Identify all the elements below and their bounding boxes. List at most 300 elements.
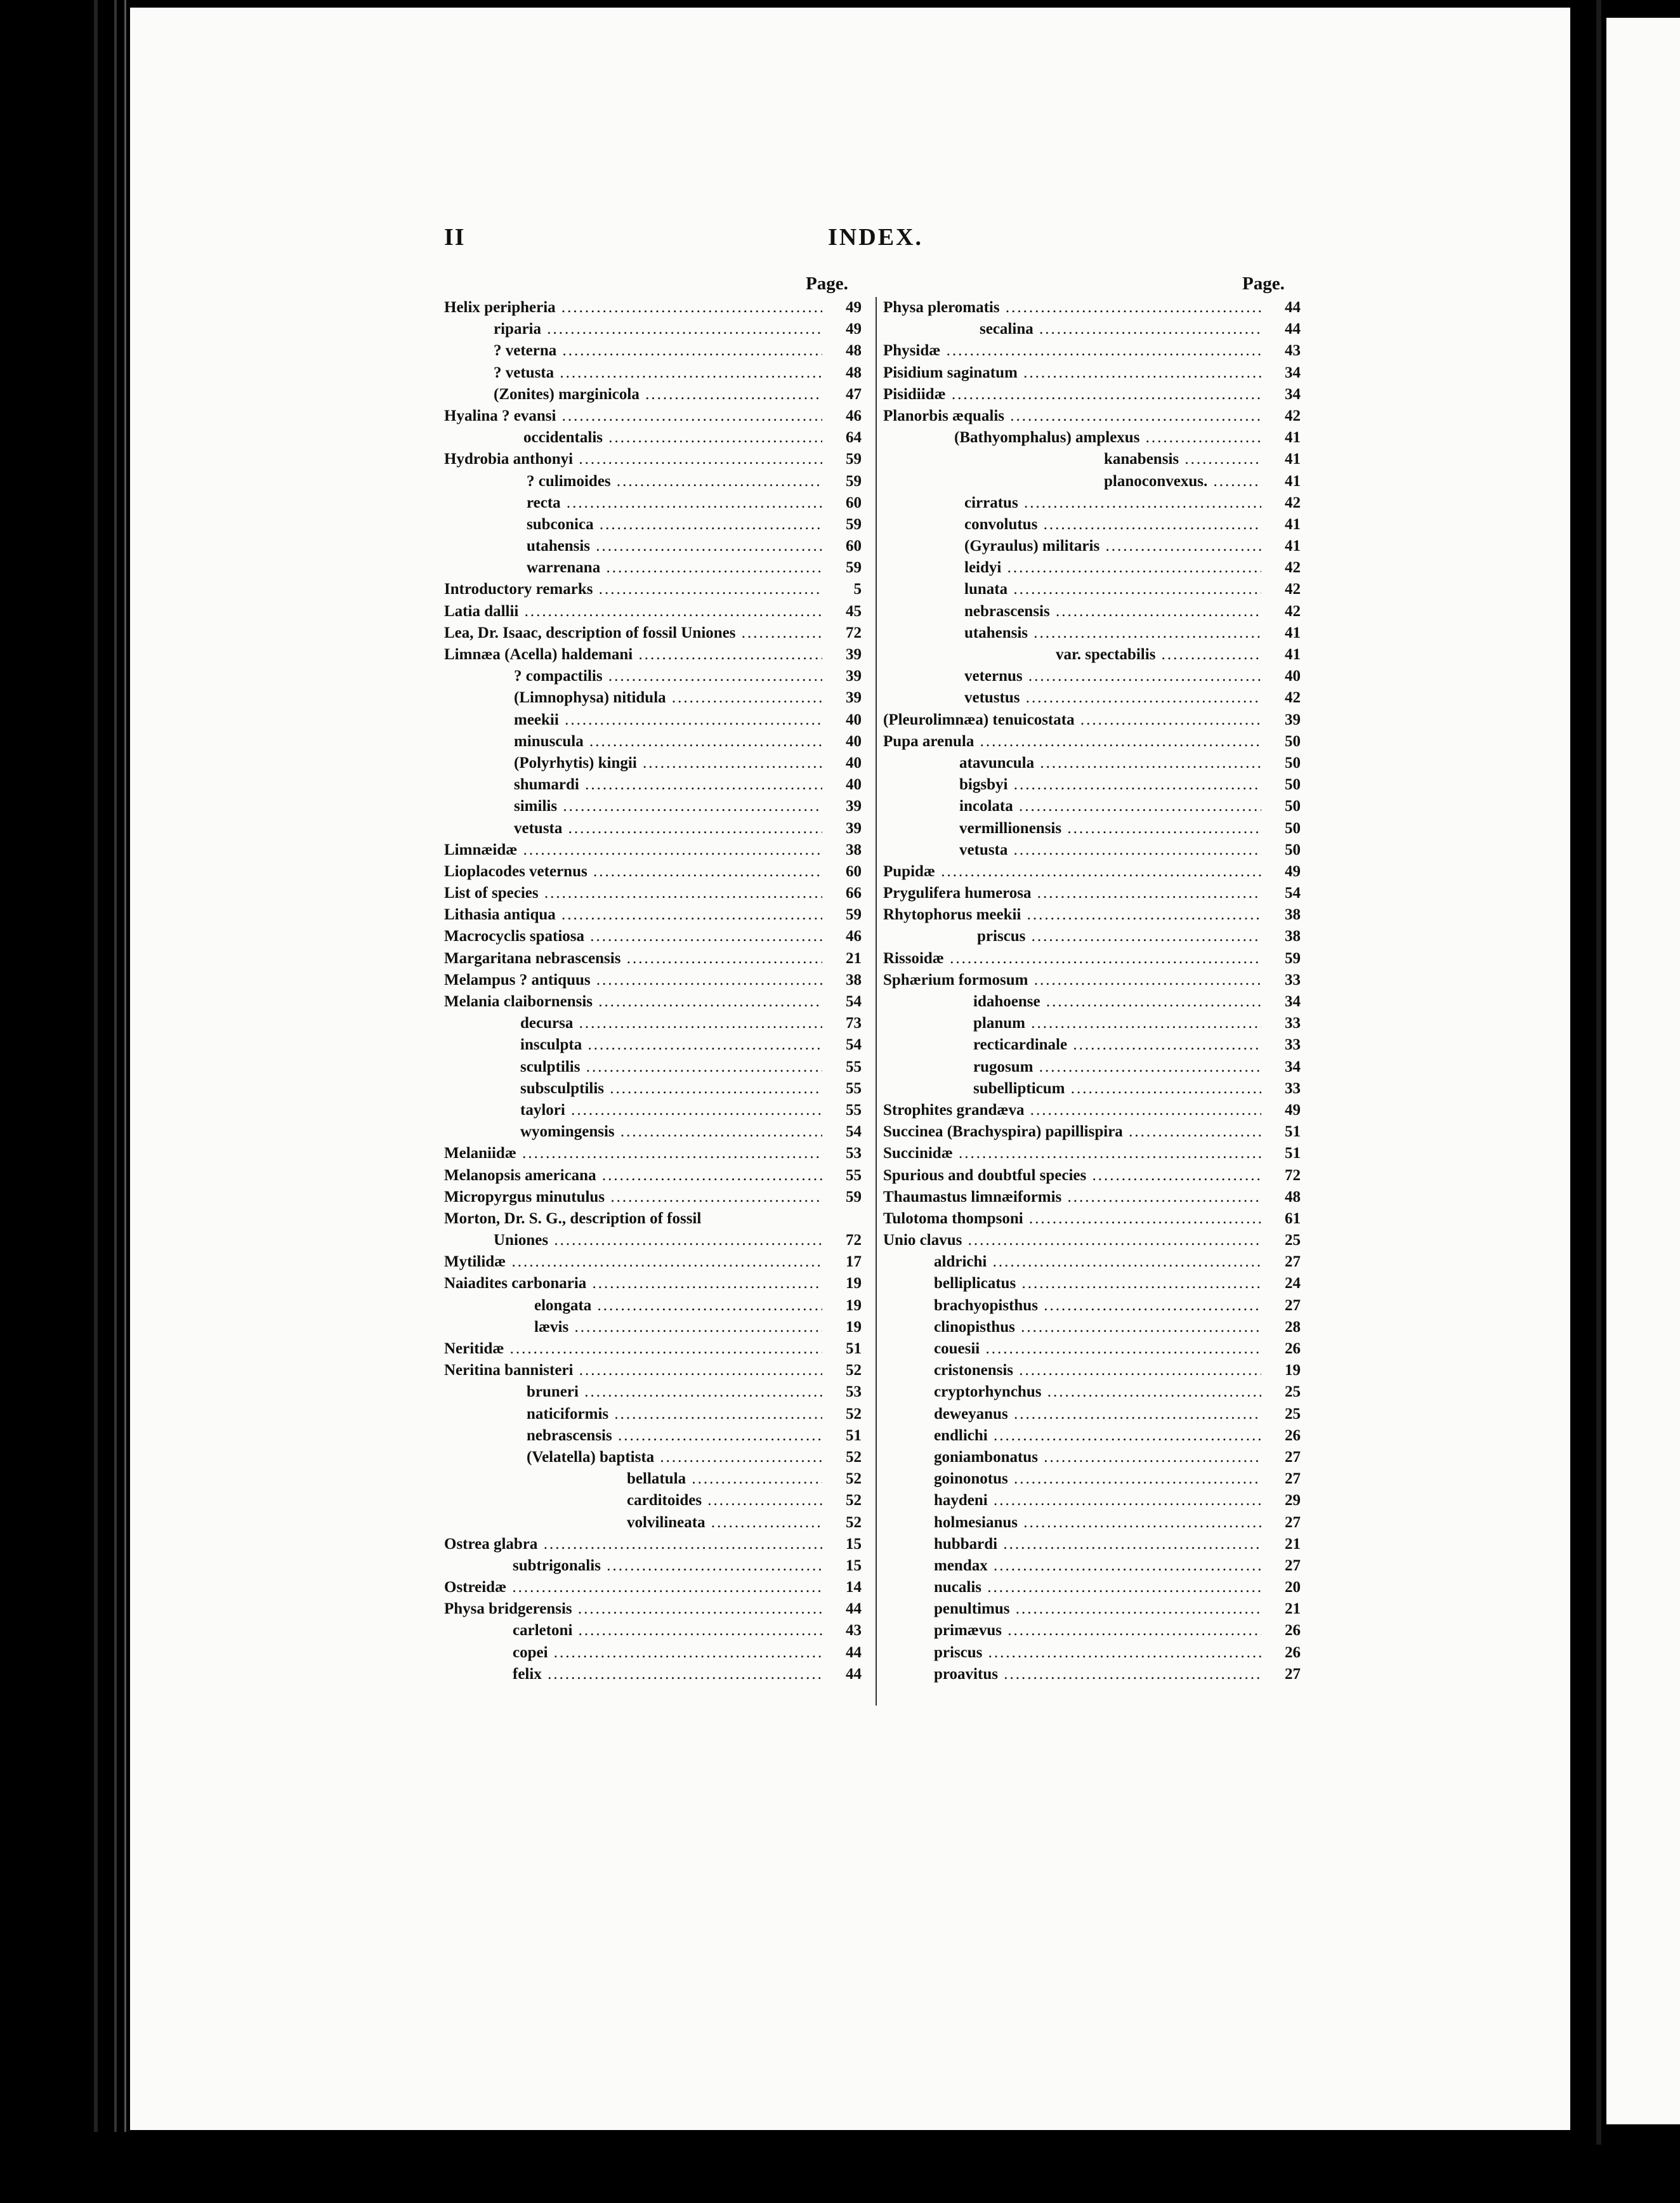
index-page-number: 51 xyxy=(1285,1145,1301,1162)
index-term: incolata ..... xyxy=(959,796,1261,817)
index-term: minuscula ..... xyxy=(514,731,822,753)
index-page-number: 42 xyxy=(1285,689,1301,707)
index-page-number: 34 xyxy=(1285,385,1301,403)
index-entry xyxy=(883,384,1301,405)
index-page-number: 59 xyxy=(846,472,862,490)
index-page-number: 54 xyxy=(846,1123,862,1141)
index-term: couesii ..... xyxy=(934,1338,1261,1360)
index-entry xyxy=(444,1664,862,1685)
index-column-right xyxy=(883,297,1301,1685)
index-term: Physidæ ..... xyxy=(883,340,1261,362)
index-entry xyxy=(883,427,1301,449)
index-entry xyxy=(883,1143,1301,1164)
index-term: rugosum ..... xyxy=(973,1056,1261,1078)
index-entry xyxy=(883,1642,1301,1664)
index-page-number: 44 xyxy=(846,1600,862,1618)
index-page-number: 44 xyxy=(846,1665,862,1683)
index-entry xyxy=(444,557,862,579)
index-entry xyxy=(444,1490,862,1511)
index-term: priscus ..... xyxy=(977,926,1261,947)
index-entry xyxy=(444,492,862,514)
index-entry xyxy=(444,1360,862,1381)
index-page-number: 33 xyxy=(1285,1079,1301,1097)
index-entry xyxy=(444,883,862,904)
index-page-number: 52 xyxy=(846,1448,862,1466)
index-term: recticardinale ..... xyxy=(973,1034,1261,1056)
index-entry xyxy=(883,1208,1301,1230)
index-entry xyxy=(444,1404,862,1425)
index-term: priscus ..... xyxy=(934,1642,1261,1664)
index-entry xyxy=(883,1381,1301,1403)
index-entry xyxy=(883,774,1301,796)
index-page-number: 21 xyxy=(846,949,862,967)
index-term: penultimus ..... xyxy=(934,1598,1261,1620)
index-page-number: 44 xyxy=(846,1643,862,1661)
index-entry xyxy=(883,536,1301,557)
index-entry xyxy=(883,1251,1301,1273)
index-entry xyxy=(444,1642,862,1664)
index-entry xyxy=(883,753,1301,774)
index-term: bruneri ..... xyxy=(527,1381,822,1403)
index-entry xyxy=(444,1468,862,1490)
index-entry xyxy=(444,384,862,405)
index-page-number: 60 xyxy=(846,862,862,880)
index-page-number: 27 xyxy=(1285,1296,1301,1314)
index-term: (Pleurolimnæa) tenuicostata ..... xyxy=(883,709,1261,731)
index-page-number: 52 xyxy=(846,1513,862,1531)
index-term: subsculptilis ..... xyxy=(520,1078,822,1100)
index-page-number: 52 xyxy=(846,1470,862,1488)
index-term: carletoni ..... xyxy=(513,1620,822,1641)
index-term: (Zonites) marginicola ..... xyxy=(494,384,822,405)
index-entry xyxy=(883,1425,1301,1447)
index-entry xyxy=(883,948,1301,970)
index-entry xyxy=(883,449,1301,470)
index-page-number: 21 xyxy=(1285,1600,1301,1618)
index-term: Ostrea glabra ..... xyxy=(444,1534,822,1555)
index-page-number: 55 xyxy=(846,1079,862,1097)
index-term: haydeni ..... xyxy=(934,1490,1261,1511)
index-page-number: 28 xyxy=(1285,1318,1301,1336)
index-entry xyxy=(444,666,862,687)
index-page-number: 51 xyxy=(846,1340,862,1357)
index-page-number: 41 xyxy=(1285,472,1301,490)
index-page-number: 59 xyxy=(846,559,862,577)
index-entry xyxy=(883,1598,1301,1620)
index-term: Planorbis æqualis ..... xyxy=(883,405,1261,427)
index-page-number: 50 xyxy=(1285,732,1301,750)
index-entry xyxy=(444,1034,862,1056)
index-term: goniambonatus ..... xyxy=(934,1447,1261,1468)
index-term: proavitus ..... xyxy=(934,1664,1261,1685)
index-entry xyxy=(883,1664,1301,1685)
index-entry xyxy=(444,340,862,362)
index-entry xyxy=(444,861,862,883)
index-term: Hydrobia anthonyi ..... xyxy=(444,449,822,470)
index-term: subconica ..... xyxy=(527,514,822,536)
index-term: bellatula ..... xyxy=(627,1468,822,1490)
index-term: wyomingensis ..... xyxy=(520,1121,822,1143)
index-page-number: 72 xyxy=(846,1232,862,1249)
index-page-number: 50 xyxy=(1285,798,1301,815)
index-entry xyxy=(883,1230,1301,1251)
index-page-number: 52 xyxy=(846,1405,862,1423)
index-page-number: 55 xyxy=(846,1058,862,1075)
index-page-number: 55 xyxy=(846,1101,862,1119)
index-page-number: 44 xyxy=(1285,299,1301,316)
index-term: goinonotus ..... xyxy=(934,1468,1261,1490)
index-page-number: 38 xyxy=(846,841,862,858)
index-term: vetusta ..... xyxy=(514,818,822,839)
index-term: Hyalina ? evansi ..... xyxy=(444,405,822,427)
index-entry xyxy=(883,601,1301,622)
index-term: nebrascensis ..... xyxy=(527,1425,822,1447)
index-page-number: 45 xyxy=(846,602,862,620)
index-term: decursa ..... xyxy=(520,1013,822,1034)
index-term: naticiformis ..... xyxy=(527,1404,822,1425)
index-entry xyxy=(883,1620,1301,1641)
index-page-number: 26 xyxy=(1285,1643,1301,1661)
index-term: copei ..... xyxy=(513,1642,822,1664)
index-entry xyxy=(444,1078,862,1100)
index-page-number: 49 xyxy=(846,299,862,316)
index-page-number: 55 xyxy=(846,1166,862,1184)
index-entry xyxy=(883,991,1301,1013)
index-entry xyxy=(444,948,862,970)
index-entry xyxy=(883,1121,1301,1143)
index-term: planum ..... xyxy=(973,1013,1261,1034)
index-term: Strophites grandæva ..... xyxy=(883,1100,1261,1121)
index-term: Melanopsis americana ..... xyxy=(444,1165,822,1187)
index-term: Ostreidæ ..... xyxy=(444,1577,822,1598)
index-entry xyxy=(883,818,1301,839)
index-term: brachyopisthus ..... xyxy=(934,1295,1261,1317)
index-term: riparia ..... xyxy=(494,319,822,340)
index-term: sculptilis ..... xyxy=(520,1056,822,1078)
index-term: Succinidæ ..... xyxy=(883,1143,1261,1164)
index-term: Melaniidæ ..... xyxy=(444,1143,822,1164)
index-page-number: 19 xyxy=(846,1296,862,1314)
page-title: INDEX. xyxy=(828,224,923,251)
index-page-number: 19 xyxy=(846,1275,862,1292)
index-term: insculpta ..... xyxy=(520,1034,822,1056)
index-entry xyxy=(883,340,1301,362)
index-page-number: 42 xyxy=(1285,581,1301,598)
index-page-number: 40 xyxy=(846,776,862,794)
index-entry xyxy=(444,1187,862,1208)
index-term: clinopisthus ..... xyxy=(934,1317,1261,1338)
index-entry xyxy=(444,644,862,666)
index-entry xyxy=(444,1273,862,1294)
index-page-number: 48 xyxy=(846,342,862,360)
index-entry xyxy=(444,449,862,470)
index-page-number: 59 xyxy=(846,515,862,533)
index-page-number: 38 xyxy=(1285,928,1301,945)
index-term: hubbardi ..... xyxy=(934,1534,1261,1555)
index-entry xyxy=(883,1404,1301,1425)
index-term: elongata ..... xyxy=(534,1295,822,1317)
index-entry xyxy=(444,536,862,557)
index-term: shumardi ..... xyxy=(514,774,822,796)
index-term: leidyi ..... xyxy=(964,557,1261,579)
index-term: Rissoidæ ..... xyxy=(883,948,1261,970)
index-page-number: 49 xyxy=(846,320,862,338)
index-entry xyxy=(883,1512,1301,1534)
index-page-number: 15 xyxy=(846,1556,862,1574)
index-entry xyxy=(883,297,1301,319)
index-page-number: 39 xyxy=(846,689,862,707)
index-entry xyxy=(883,492,1301,514)
index-page-number: 41 xyxy=(1285,450,1301,468)
index-page-number: 14 xyxy=(846,1579,862,1596)
index-term: Lithasia antiqua ..... xyxy=(444,904,822,926)
index-term: Margaritana nebrascensis ..... xyxy=(444,948,822,970)
index-term: endlichi ..... xyxy=(934,1425,1261,1447)
index-page-number: 15 xyxy=(846,1535,862,1553)
index-entry xyxy=(883,883,1301,904)
index-entry xyxy=(883,796,1301,817)
index-term: Latia dallii ..... xyxy=(444,601,822,622)
index-term: Spurious and doubtful species ..... xyxy=(883,1165,1261,1187)
index-term: Morton, Dr. S. G., description of fossil xyxy=(444,1209,702,1227)
index-page-number: 72 xyxy=(1285,1166,1301,1184)
index-page-number: 50 xyxy=(1285,754,1301,772)
index-page-number: 27 xyxy=(1285,1253,1301,1271)
index-term: Uniones ..... xyxy=(494,1230,822,1251)
index-page-number: 50 xyxy=(1285,841,1301,858)
index-entry xyxy=(883,970,1301,991)
index-entry xyxy=(444,1165,862,1187)
index-entry xyxy=(883,514,1301,536)
index-entry xyxy=(883,1013,1301,1034)
index-entry xyxy=(444,709,862,731)
index-entry xyxy=(883,926,1301,947)
index-page-number: 33 xyxy=(1285,1036,1301,1054)
index-page-number: 27 xyxy=(1285,1665,1301,1683)
index-term: kanabensis ..... xyxy=(1104,449,1261,470)
index-page-number: 51 xyxy=(846,1426,862,1444)
index-term: Lioplacodes veternus ..... xyxy=(444,861,822,883)
index-page-number: 19 xyxy=(1285,1362,1301,1379)
facing-page-edge-rule xyxy=(1596,0,1601,2145)
index-term: warrenana ..... xyxy=(527,557,822,579)
index-term: taylori ..... xyxy=(520,1100,822,1121)
index-term: veternus ..... xyxy=(964,666,1261,687)
index-entry xyxy=(883,1034,1301,1056)
index-entry xyxy=(883,1534,1301,1555)
index-term: lævis ..... xyxy=(534,1317,822,1338)
index-page-number: 38 xyxy=(1285,906,1301,924)
index-page-number: 40 xyxy=(1285,667,1301,685)
index-entry xyxy=(444,1230,862,1251)
index-entry xyxy=(444,1143,862,1164)
index-page-number: 26 xyxy=(1285,1622,1301,1640)
index-page-number: 64 xyxy=(846,429,862,447)
index-page-number: 41 xyxy=(1285,646,1301,663)
index-page-number: 46 xyxy=(846,407,862,424)
index-entry xyxy=(883,1056,1301,1078)
index-page-number: 34 xyxy=(1285,993,1301,1010)
index-entry xyxy=(444,1251,862,1273)
index-page-number: 41 xyxy=(1285,624,1301,641)
index-term: ? vetusta ..... xyxy=(494,362,822,384)
index-entry xyxy=(444,427,862,449)
index-page-number: 5 xyxy=(853,581,862,598)
index-term: felix ..... xyxy=(513,1664,822,1685)
index-term: Naiadites carbonaria ..... xyxy=(444,1273,822,1294)
index-entry xyxy=(883,1317,1301,1338)
index-entry xyxy=(444,1013,862,1034)
index-term: Introductory remarks ..... xyxy=(444,579,822,600)
index-entry xyxy=(883,839,1301,861)
index-entry xyxy=(444,1295,862,1317)
index-entry xyxy=(883,904,1301,926)
index-entry xyxy=(883,1577,1301,1598)
index-entry xyxy=(444,1338,862,1360)
index-page-number: 40 xyxy=(846,732,862,750)
index-entry xyxy=(883,557,1301,579)
index-page-number: 54 xyxy=(1285,884,1301,902)
index-page-number: 27 xyxy=(1285,1513,1301,1531)
index-page-number: 49 xyxy=(1285,1101,1301,1119)
index-term: meekii ..... xyxy=(514,709,822,731)
index-term: vetusta ..... xyxy=(959,839,1261,861)
facing-page-sliver xyxy=(1606,18,1680,2124)
index-term: planoconvexus. ..... xyxy=(1104,471,1261,492)
index-entry xyxy=(883,1468,1301,1490)
index-entry xyxy=(444,319,862,340)
index-page-number: 42 xyxy=(1285,602,1301,620)
index-page-number: 44 xyxy=(1285,320,1301,338)
index-term: cristonensis ..... xyxy=(934,1360,1261,1381)
index-page-number: 39 xyxy=(846,819,862,837)
index-page-number: 60 xyxy=(846,537,862,555)
index-entry xyxy=(444,1447,862,1468)
index-entry xyxy=(883,319,1301,340)
index-entry xyxy=(444,1317,862,1338)
index-entry xyxy=(444,991,862,1013)
index-entry xyxy=(883,709,1301,731)
index-page-number: 48 xyxy=(1285,1188,1301,1206)
index-entry xyxy=(444,579,862,600)
index-entry xyxy=(883,1187,1301,1208)
index-entry xyxy=(444,601,862,622)
index-page-number: 42 xyxy=(1285,407,1301,424)
index-term: subtrigonalis ..... xyxy=(513,1555,822,1577)
index-page-number: 41 xyxy=(1285,429,1301,447)
index-page-number: 24 xyxy=(1285,1275,1301,1292)
index-entry xyxy=(883,687,1301,709)
index-entry xyxy=(444,753,862,774)
index-entry xyxy=(883,579,1301,600)
index-term: convolutus ..... xyxy=(964,514,1261,536)
index-entry xyxy=(883,666,1301,687)
index-entry xyxy=(444,297,862,319)
index-page-number: 40 xyxy=(846,711,862,728)
index-entry xyxy=(444,1598,862,1620)
index-page-number: 29 xyxy=(1285,1492,1301,1509)
index-page-number: 72 xyxy=(846,624,862,641)
index-page-number: 33 xyxy=(1285,1015,1301,1032)
index-entry xyxy=(444,970,862,991)
index-entry xyxy=(444,1577,862,1598)
index-entry xyxy=(444,1208,862,1230)
index-entry xyxy=(444,1620,862,1641)
index-page-number: 53 xyxy=(846,1383,862,1401)
index-column-left xyxy=(444,297,862,1685)
index-page-number: 39 xyxy=(846,667,862,685)
index-term: secalina ..... xyxy=(980,319,1261,340)
index-term: Succinea (Brachyspira) papillispira ..... xyxy=(883,1121,1261,1143)
index-term: Neritidæ ..... xyxy=(444,1338,822,1360)
index-page-number: 38 xyxy=(846,971,862,989)
index-term: nebrascensis ..... xyxy=(964,601,1261,622)
binding-rule-edge xyxy=(124,0,126,2132)
index-entry xyxy=(883,1555,1301,1577)
index-page-number: 53 xyxy=(846,1145,862,1162)
index-page-number: 27 xyxy=(1285,1448,1301,1466)
index-entry xyxy=(883,1360,1301,1381)
index-entry xyxy=(444,926,862,947)
index-page-number: 26 xyxy=(1285,1426,1301,1444)
index-term: recta ..... xyxy=(527,492,822,514)
index-term: similis ..... xyxy=(514,796,822,817)
index-term: (Gyraulus) militaris ..... xyxy=(964,536,1261,557)
index-page-number: 47 xyxy=(846,385,862,403)
index-entry xyxy=(883,861,1301,883)
index-term: deweyanus ..... xyxy=(934,1404,1261,1425)
index-entry xyxy=(444,362,862,384)
index-entry xyxy=(883,1165,1301,1187)
index-page-number: 39 xyxy=(846,646,862,663)
index-term: Neritina bannisteri ..... xyxy=(444,1360,822,1381)
index-page-number: 39 xyxy=(1285,711,1301,728)
index-term: Physa pleromatis ..... xyxy=(883,297,1261,319)
index-term: Thaumastus limnæiformis ..... xyxy=(883,1187,1261,1208)
index-term: primævus ..... xyxy=(934,1620,1261,1641)
index-term: Physa bridgerensis ..... xyxy=(444,1598,822,1620)
index-term: vermillionensis ..... xyxy=(959,818,1261,839)
index-term: Tulotoma thompsoni ..... xyxy=(883,1208,1261,1230)
index-entry xyxy=(444,471,862,492)
index-term: Micropyrgus minutulus ..... xyxy=(444,1187,822,1208)
index-page-number: 59 xyxy=(1285,949,1301,967)
index-term: Prygulifera humerosa ..... xyxy=(883,883,1261,904)
index-page-number: 42 xyxy=(1285,559,1301,577)
index-page-number: 52 xyxy=(846,1362,862,1379)
index-entry xyxy=(444,1121,862,1143)
index-term: idahoense ..... xyxy=(973,991,1261,1013)
index-entry xyxy=(883,644,1301,666)
index-term: (Bathyomphalus) amplexus ..... xyxy=(954,427,1261,449)
index-term: Lea, Dr. Isaac, description of fossil Uniones ..... xyxy=(444,622,822,644)
index-term: mendax ..... xyxy=(934,1555,1261,1577)
index-page-number: 48 xyxy=(846,364,862,381)
index-page-number: 33 xyxy=(1285,971,1301,989)
index-entry xyxy=(444,1555,862,1577)
index-term: nucalis ..... xyxy=(934,1577,1261,1598)
index-page-number: 52 xyxy=(846,1492,862,1509)
index-entry xyxy=(444,904,862,926)
index-term: atavuncula ..... xyxy=(959,753,1261,774)
index-term: var. spectabilis ..... xyxy=(1056,644,1261,666)
index-term: Limnæa (Acella) haldemani ..... xyxy=(444,644,822,666)
index-term: volvilineata ..... xyxy=(627,1512,822,1534)
index-term: Mytilidæ ..... xyxy=(444,1251,822,1273)
index-page-number: 46 xyxy=(846,928,862,945)
index-term: Pupa arenula ..... xyxy=(883,731,1261,753)
index-entry xyxy=(444,1381,862,1403)
